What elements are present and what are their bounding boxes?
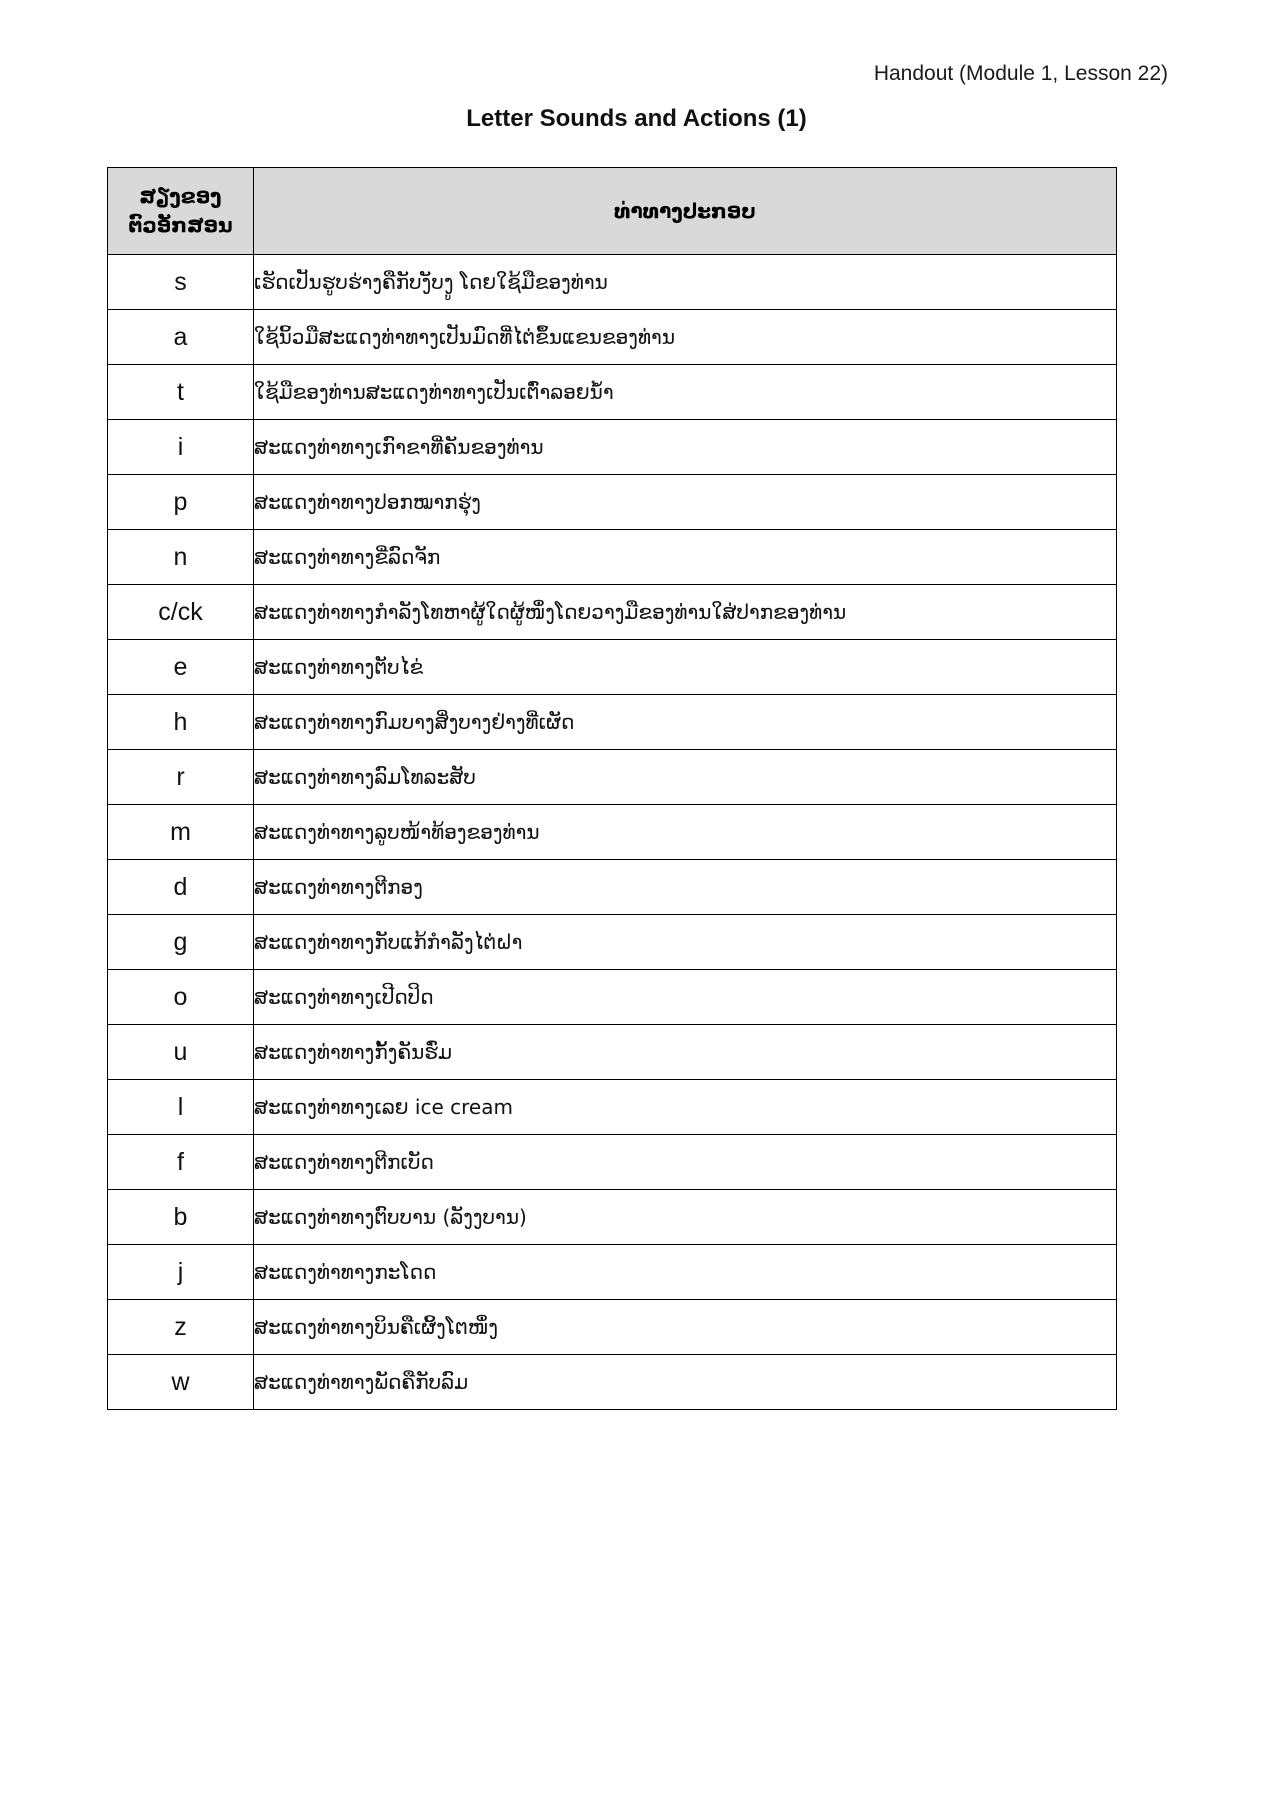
cell-action: ໃຊ້ນິ້ວມືສະແດງທ່າທາງເປັນມົດທີ່ໄຕ່ຂຶ້ນແຂນຂອງທ່ານ	[254, 310, 1117, 365]
cell-letter: z	[108, 1300, 254, 1355]
cell-action: ສະແດງທ່າທາງລູບໜ້າທ້ອງຂອງທ່ານ	[254, 805, 1117, 860]
table-row	[108, 420, 1117, 475]
table-row	[108, 1355, 1117, 1410]
cell-letter: h	[108, 695, 254, 750]
column-header-letter-sound	[108, 168, 254, 255]
cell-letter: p	[108, 475, 254, 530]
cell-action: ເຮັດເປັນຮູບຮ່າງຄືກັບງັບງູ ໂດຍໃຊ້ມືຂອງທ່ານ	[254, 255, 1117, 310]
table-row	[108, 1025, 1117, 1080]
cell-action: ສະແດງທ່າທາງບິນຄືເຜິ້ງໂຕໜຶ່ງ	[254, 1300, 1117, 1355]
table-row	[108, 475, 1117, 530]
cell-action: ສະແດງທ່າທາງປອກໝາກຮຸ່ງ	[254, 475, 1117, 530]
table-row	[108, 585, 1117, 640]
column-header-action: ທ່າທາງປະກອບ	[254, 168, 1117, 255]
cell-action: ສະແດງທ່າທາງກຳລັງໂທຫາຜູ້ໃດຜູ້ໜຶ່ງໂດຍວາງມືຂອງທ່ານໃສ່ປາກຂອງທ່ານ	[254, 585, 1117, 640]
cell-letter: i	[108, 420, 254, 475]
cell-action: ສະແດງທ່າທາງເກົາຂາທີ່ຄັນຂອງທ່ານ	[254, 420, 1117, 475]
cell-action: ສະແດງທ່າທາງພັດຄືກັບລົມ	[254, 1355, 1117, 1410]
table-row	[108, 805, 1117, 860]
cell-letter: l	[108, 1080, 254, 1135]
cell-letter: g	[108, 915, 254, 970]
table-row	[108, 640, 1117, 695]
column-header-letter-sound-line1: ສຽງຂອງ	[139, 184, 222, 208]
cell-letter: j	[108, 1245, 254, 1300]
column-header-letter-sound-line2: ຕົວອັກສອນ	[128, 213, 233, 237]
cell-action: ສະແດງທ່າທາງຕົບບານ (ລັງງບານ)	[254, 1190, 1117, 1245]
table-row	[108, 860, 1117, 915]
cell-letter: f	[108, 1135, 254, 1190]
cell-action: ສະແດງທ່າທາງຕີກເບັດ	[254, 1135, 1117, 1190]
cell-action: ສະແດງທ່າທາງຕີກອງ	[254, 860, 1117, 915]
table-row	[108, 1300, 1117, 1355]
cell-letter: d	[108, 860, 254, 915]
cell-letter: c/ck	[108, 585, 254, 640]
cell-action: ສະແດງທ່າທາງກະໂດດ	[254, 1245, 1117, 1300]
cell-action: ສະແດງທ່າທາງລົມໂທລະສັບ	[254, 750, 1117, 805]
cell-letter: r	[108, 750, 254, 805]
table-row	[108, 970, 1117, 1025]
table-row	[108, 530, 1117, 585]
cell-letter: e	[108, 640, 254, 695]
cell-letter: b	[108, 1190, 254, 1245]
cell-action: ສະແດງທ່າທາງກັບແກ້ກຳລັງໄຕ່ຝາ	[254, 915, 1117, 970]
letter-sounds-table	[107, 167, 1117, 1410]
cell-action: ສະແດງທ່າທາງກົມບາງສິ່ງບາງຢ່າງທີ່ເຜັດ	[254, 695, 1117, 750]
table-header-row	[108, 168, 1117, 255]
cell-letter: u	[108, 1025, 254, 1080]
cell-letter: w	[108, 1355, 254, 1410]
cell-action: ສະແດງທ່າທາງກັ້ງຄັນຮົ່ມ	[254, 1025, 1117, 1080]
cell-action: ສະແດງທ່າທາງເປີດປິດ	[254, 970, 1117, 1025]
table-row	[108, 1245, 1117, 1300]
handout-reference: Handout (Module 1, Lesson 22)	[873, 62, 1168, 85]
page-title: Letter Sounds and Actions (1)	[466, 105, 807, 132]
table-body	[108, 255, 1117, 1410]
cell-letter: m	[108, 805, 254, 860]
table-row	[108, 750, 1117, 805]
cell-action: ໃຊ້ມືຂອງທ່ານສະແດງທ່າທາງເປັນເຕົ່າລອຍນ້ຳ	[254, 365, 1117, 420]
cell-action: ສະແດງທ່າທາງຂີ່ລົດຈັກ	[254, 530, 1117, 585]
table-row	[108, 310, 1117, 365]
table-row	[108, 695, 1117, 750]
table-header	[108, 168, 1117, 255]
cell-letter: s	[108, 255, 254, 310]
cell-letter: t	[108, 365, 254, 420]
table-row	[108, 915, 1117, 970]
cell-action: ສະແດງທ່າທາງເລຍ ice cream	[254, 1080, 1117, 1135]
table-row	[108, 365, 1117, 420]
cell-action: ສະແດງທ່າທາງຕັບໄຂ່	[254, 640, 1117, 695]
table-row	[108, 255, 1117, 310]
table-row	[108, 1080, 1117, 1135]
cell-letter: a	[108, 310, 254, 365]
table-row	[108, 1190, 1117, 1245]
cell-letter: n	[108, 530, 254, 585]
cell-letter: o	[108, 970, 254, 1025]
table-row	[108, 1135, 1117, 1190]
